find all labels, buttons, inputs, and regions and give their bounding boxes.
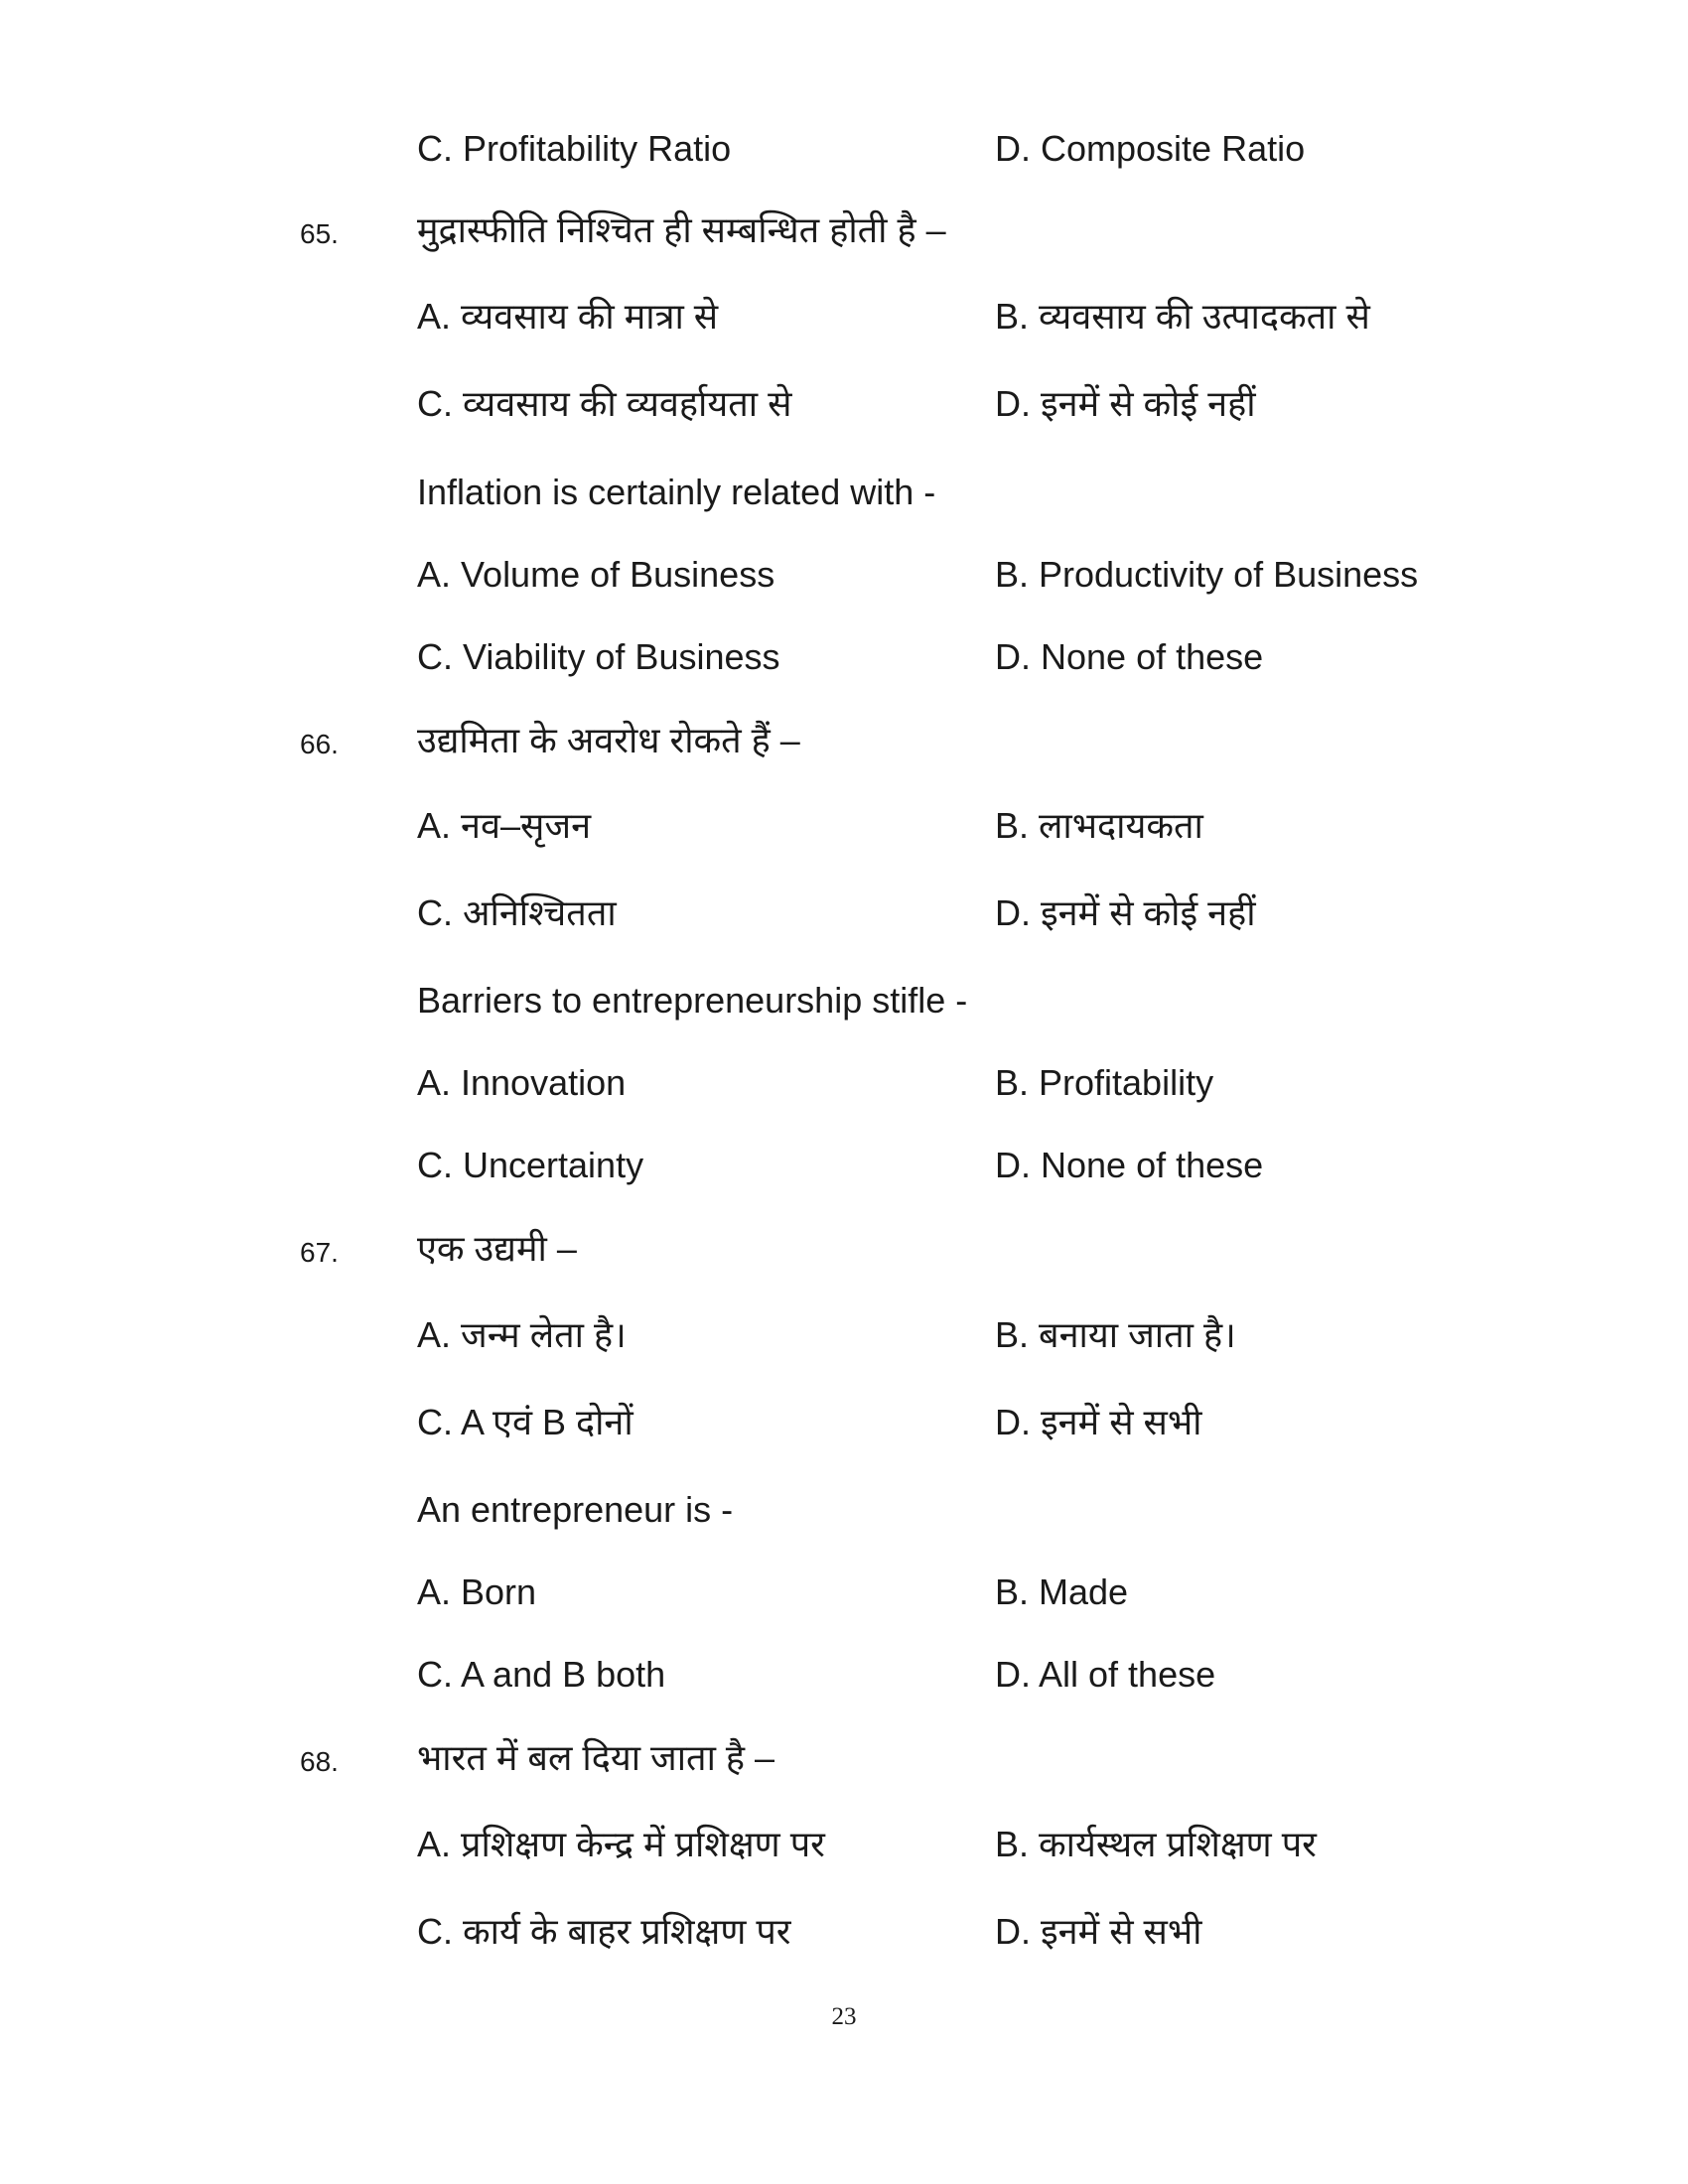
q65-english-option-a: A. Volume of Business xyxy=(417,554,775,595)
question-67-english: An entrepreneur is - xyxy=(417,1489,734,1530)
q68-hindi-option-c: C. कार्य के बाहर प्रशिक्षण पर xyxy=(417,1911,791,1952)
q65-hindi-option-b: B. व्यवसाय की उत्पादकता से xyxy=(995,296,1370,337)
q67-english-option-a: A. Born xyxy=(417,1571,537,1612)
q66-english-option-a: A. Innovation xyxy=(417,1062,627,1103)
question-65-hindi: मुद्रास्फीति निश्चित ही सम्बन्धित होती है – xyxy=(417,209,946,250)
q66-hindi-option-c: C. अनिश्चितता xyxy=(417,892,617,933)
q66-english-option-d: D. None of these xyxy=(995,1145,1264,1185)
q65-english-option-b: B. Productivity of Business xyxy=(995,554,1419,595)
question-number-66: 66. xyxy=(300,729,339,759)
q65-hindi-option-d: D. इनमें से कोई नहीं xyxy=(995,383,1256,424)
q66-hindi-option-b: B. लाभदायकता xyxy=(995,805,1203,846)
option-c-previous: C. Profitability Ratio xyxy=(417,128,732,169)
question-number-65: 65. xyxy=(300,218,339,249)
question-65-english: Inflation is certainly related with - xyxy=(417,472,936,512)
q66-hindi-option-d: D. इनमें से कोई नहीं xyxy=(995,892,1256,933)
q65-english-option-d: D. None of these xyxy=(995,636,1264,677)
q65-hindi-option-a: A. व्यवसाय की मात्रा से xyxy=(417,296,719,337)
q67-hindi-option-a: A. जन्म लेता है। xyxy=(417,1314,627,1355)
q66-hindi-option-a: A. नव–सृजन xyxy=(417,805,592,846)
question-number-67: 67. xyxy=(300,1237,339,1268)
q67-english-option-d: D. All of these xyxy=(995,1654,1216,1695)
q67-hindi-option-d: D. इनमें से सभी xyxy=(995,1402,1202,1442)
question-number-68: 68. xyxy=(300,1746,339,1777)
question-68-hindi: भारत में बल दिया जाता है – xyxy=(417,1737,775,1778)
q68-hindi-option-b: B. कार्यस्थल प्रशिक्षण पर xyxy=(995,1824,1317,1864)
q67-english-option-c: C. A and B both xyxy=(417,1654,666,1695)
q68-hindi-option-d: D. इनमें से सभी xyxy=(995,1911,1202,1952)
q67-english-option-b: B. Made xyxy=(995,1571,1129,1612)
question-66-hindi: उद्यमिता के अवरोध रोकते हैं – xyxy=(417,720,800,760)
q65-hindi-option-c: C. व्यवसाय की व्यवर्हायता से xyxy=(417,383,792,424)
page-number: 23 xyxy=(831,2003,857,2030)
q66-english-option-b: B. Profitability xyxy=(995,1062,1214,1103)
question-66-english: Barriers to entrepreneurship stifle - xyxy=(417,980,968,1021)
q67-hindi-option-b: B. बनाया जाता है। xyxy=(995,1314,1236,1355)
q68-hindi-option-a: A. प्रशिक्षण केन्द्र में प्रशिक्षण पर xyxy=(417,1824,825,1864)
q66-english-option-c: C. Uncertainty xyxy=(417,1145,644,1185)
question-67-hindi: एक उद्यमी – xyxy=(417,1228,577,1269)
q67-hindi-option-c: C. A एवं B दोनों xyxy=(417,1402,633,1442)
option-d-previous: D. Composite Ratio xyxy=(995,128,1306,169)
q65-english-option-c: C. Viability of Business xyxy=(417,636,780,677)
